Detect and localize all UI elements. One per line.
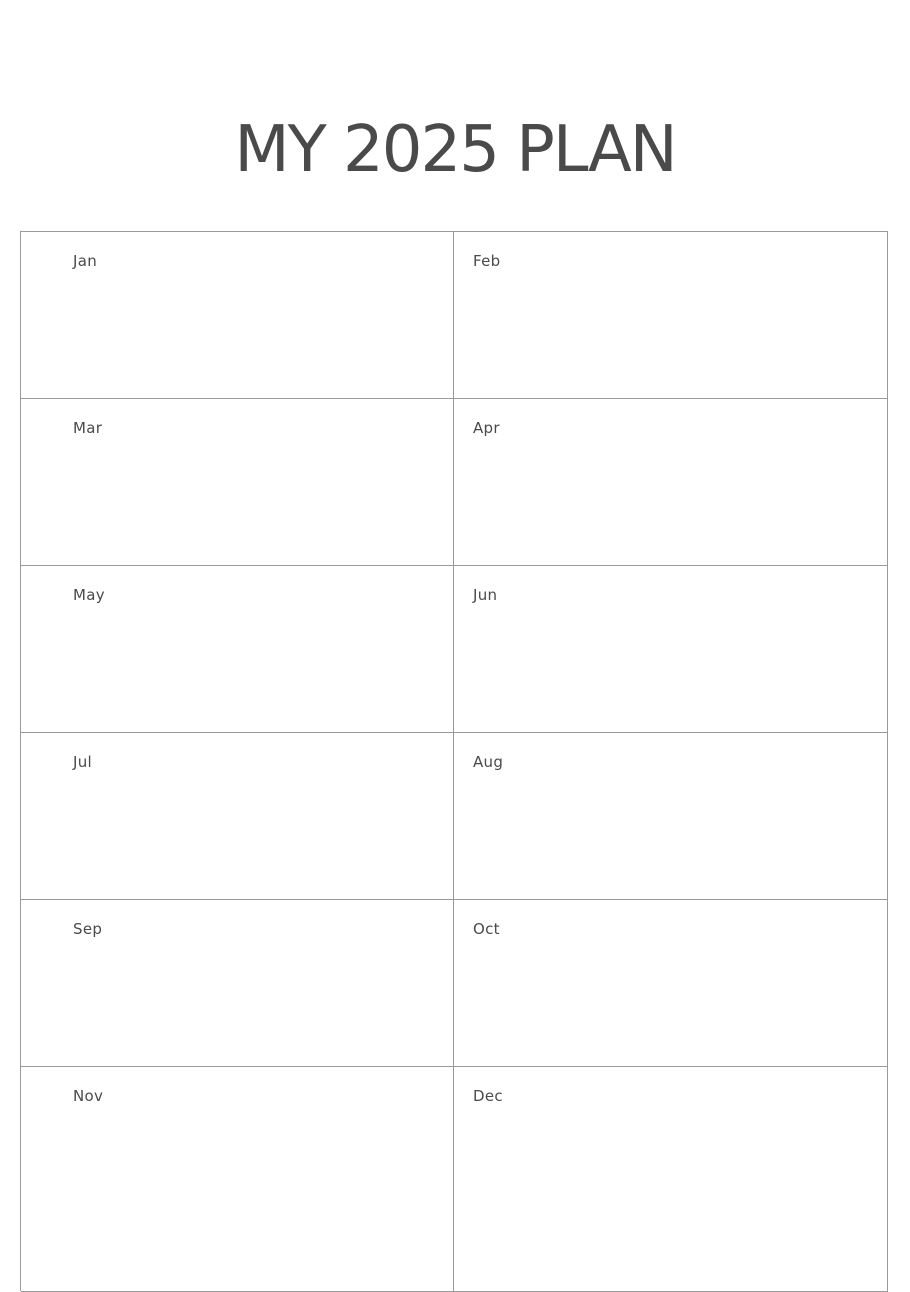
month-label: Dec [473,1087,503,1105]
month-label: Feb [473,252,501,270]
page-title: MY 2025 PLAN [234,113,676,187]
month-cell-dec[interactable] [454,1067,888,1292]
month-planner-grid [20,231,888,1291]
month-label: Aug [473,753,504,771]
month-cell-sep[interactable] [21,900,454,1067]
month-label: Mar [73,419,103,437]
month-label: Oct [473,920,500,938]
month-label: Jan [73,252,98,270]
month-label: Sep [73,920,103,938]
month-cell-aug[interactable] [454,733,888,900]
month-cell-jul[interactable] [21,733,454,900]
month-label: Apr [473,419,500,437]
month-cell-apr[interactable] [454,399,888,566]
month-label: Jun [473,586,498,604]
month-cell-feb[interactable] [454,232,888,399]
month-cell-may[interactable] [21,566,454,733]
month-cell-oct[interactable] [454,900,888,1067]
month-label: May [73,586,105,604]
month-cell-jun[interactable] [454,566,888,733]
month-cell-mar[interactable] [21,399,454,566]
month-cell-nov[interactable] [21,1067,454,1292]
month-label: Nov [73,1087,104,1105]
month-label: Jul [73,753,92,771]
month-cell-jan[interactable] [21,232,454,399]
